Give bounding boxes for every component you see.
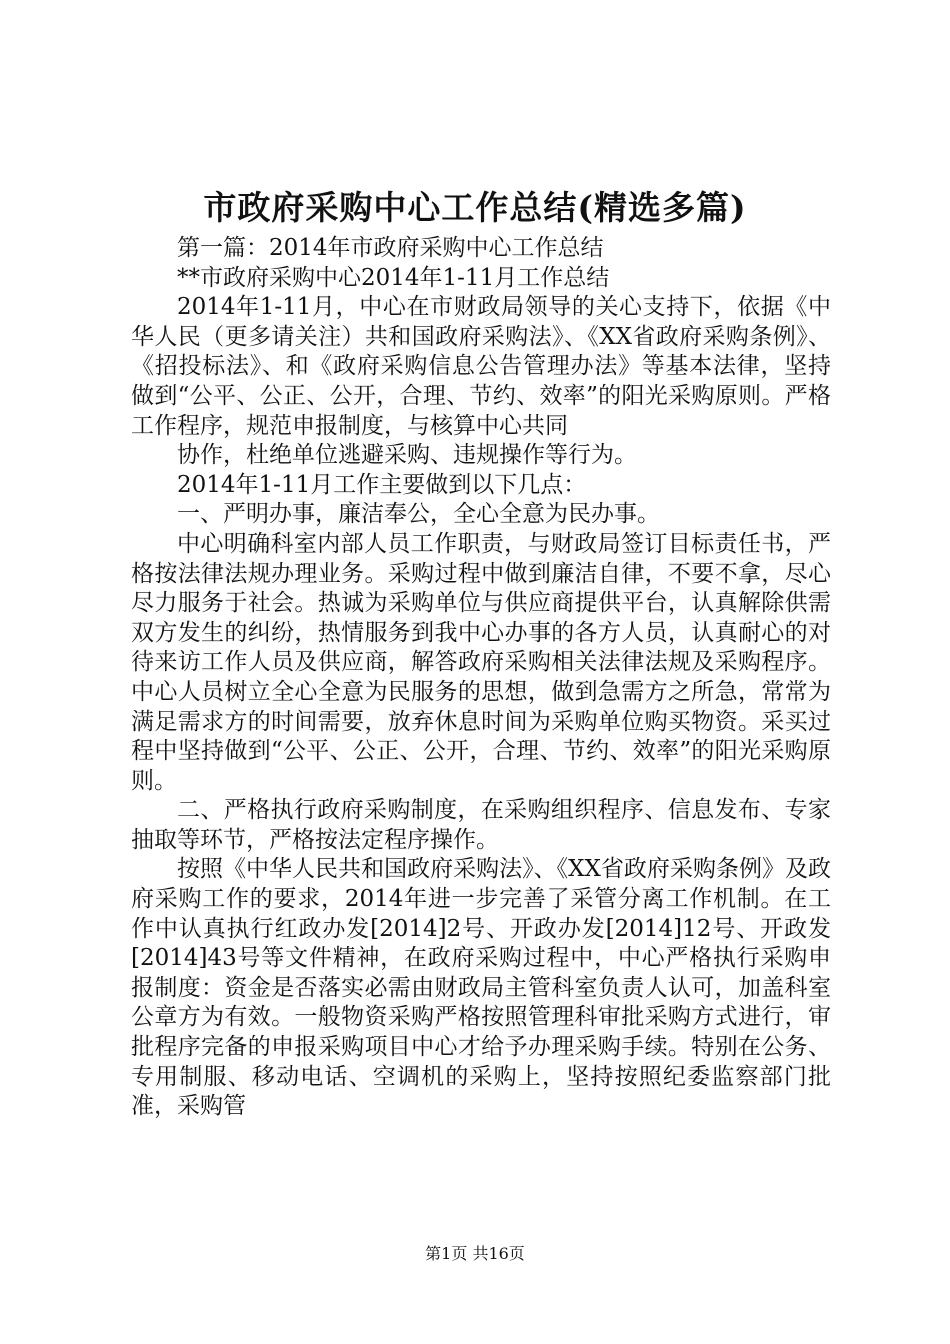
point-heading: 二、严格执行政府采购制度，在采购组织程序、信息发布、专家抽取等环节，严格按法定程序操作。 bbox=[131, 797, 831, 853]
body-paragraph: 2014年1-11月工作主要做到以下几点： bbox=[177, 471, 587, 498]
document-body bbox=[131, 234, 831, 1122]
point-heading: 一、严明办事，廉洁奉公，全心全意为民办事。 bbox=[177, 501, 660, 528]
report-subtitle: **市政府采购中心2014年1-11月工作总结 bbox=[177, 264, 610, 291]
body-paragraph: 2014年1-11月，中心在市财政局领导的关心支持下，依据《中华人民（更多请关注）共和国政府采购法》、《XX省政府采购条例》、《招投标法》、和《政府采购信息公告管理办法》等基本法律，坚持做到“公平、公正、公开，合理、节约、效率”的阳光采购原则。严格工作程序，规范申报制度，与核算中心共同 bbox=[131, 294, 831, 439]
body-paragraph: 按照《中华人民共和国政府采购法》、《XX省政府采购条例》及政府采购工作的要求，2014年进一步完善了采管分离工作机制。在工作中认真执行红政办发[2014]2号、开政办发[2014]12号、开政发[2014]43号等文件精神，在政府采购过程中，中心严格执行采购申报制度：资金是否落实必需由财政局主管科室负责人认可，加盖科室公章方为有效。一般物资采购严格按照管理科审批采购方式进行，审批程序完备的申报采购项目中心才给予办理采购手续。特别在公务、专用制服、移动电话、空调机的采购上，坚持按照纪委监察部门批准，采购管 bbox=[131, 856, 831, 1120]
body-paragraph: 协作，杜绝单位逃避采购、违规操作等行为。 bbox=[177, 442, 637, 469]
section-heading: 第一篇：2014年市政府采购中心工作总结 bbox=[177, 235, 604, 261]
body-paragraph: 中心明确科室内部人员工作职责，与财政局签订目标责任书，严格按法律法规办理业务。采购过程中做到廉洁自律，不要不拿，尽心尽力服务于社会。热诚为采购单位与供应商提供平台，认真解除供需双方发生的纠纷，热情服务到我中心办事的各方人员，认真耐心的对待来访工作人员及供应商，解答政府采购相关法律法规及采购程序。中心人员树立全心全意为民服务的思想，做到急需方之所急，常常为满足需求方的时间需要，放弃休息时间为采购单位购买物资。采买过程中坚持做到“公平、公正、公开，合理、节约、效率”的阳光采购原则。 bbox=[131, 530, 831, 794]
document-title: 市政府采购中心工作总结(精选多篇) bbox=[203, 188, 747, 227]
page-footer: 第1页 共16页 bbox=[425, 1244, 525, 1263]
